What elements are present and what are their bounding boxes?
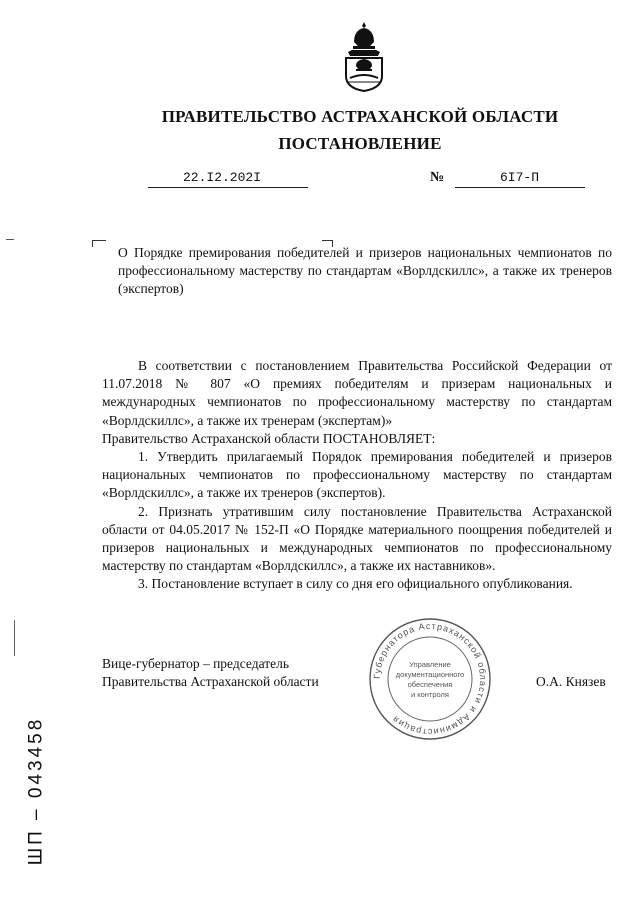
resolves-paragraph: Правительство Астраханской области ПОСТАНОВЛЯЕТ:: [102, 430, 436, 446]
document-body: [102, 357, 612, 594]
stamp-inner-line: обеспечения: [407, 680, 453, 689]
official-stamp: [368, 617, 492, 741]
stamp-inner-line: документационного: [395, 670, 465, 679]
date-underline: [148, 187, 308, 188]
stamp-inner-line: Управление: [409, 660, 451, 669]
signatory-name: О.А. Князев: [536, 674, 606, 689]
margin-mark: [6, 239, 14, 240]
org-title: ПРАВИТЕЛЬСТВО АСТРАХАНСКОЙ ОБЛАСТИ: [161, 107, 559, 126]
document-date: 22.I2.202I: [183, 170, 262, 185]
document-subject: О Порядке премирования победителей и призеров национальных чемпионатов по профессиональному мастерству по стандартам «Ворлдскиллс», а также их тренеров (экспертов): [118, 245, 612, 296]
preamble-paragraph: В соответствии с постановлением Правительства Российской Федерации от 11.07.2018 № 807 «О премиях победителям и призерам национальных и международных чемпионатов по профессиональному мастерству по стандартам «Ворлдскиллс», а также их тренерам (экспертам)»: [102, 358, 612, 428]
number-underline: [455, 187, 585, 188]
signatory-role: [102, 655, 319, 691]
item-paragraph: 3. Постановление вступает в силу со дня его официального опубликования.: [138, 576, 573, 592]
astrakhan-coat-of-arms-icon: [340, 20, 388, 92]
form-serial-number: ШП – 043458: [25, 716, 47, 866]
doc-type-title: ПОСТАНОВЛЕНИЕ: [278, 134, 442, 153]
stamp-inner-line: и контроля: [410, 690, 450, 699]
stamp-outer-text: Губернатора Астраханской области и Администрация: [371, 620, 489, 738]
item-paragraph: 2. Признать утратившим силу постановление Правительства Астраханской области от 04.05.2017 № 152-П «О Порядке материального поощрения победителей и призеров национальных и международных чемпионатов по профессиональному мастерству по стандартам «Ворлдскиллс», а также их наставников».: [102, 503, 612, 574]
item-paragraph: 1. Утвердить прилагаемый Порядок премирования победителей и призеров национальных чемпионатов по профессиональному мастерству по стандартам «Ворлдскиллс», а также их тренеров (экспертов).: [102, 449, 612, 501]
number-sign: №: [430, 170, 445, 185]
margin-line: [14, 620, 15, 656]
signatory-role-line: Правительства Астраханской области: [102, 674, 319, 689]
document-number: 6I7-П: [500, 170, 540, 185]
signatory-role-line: Вице-губернатор – председатель: [102, 656, 289, 671]
subject-corner-left-tick: [100, 240, 106, 247]
